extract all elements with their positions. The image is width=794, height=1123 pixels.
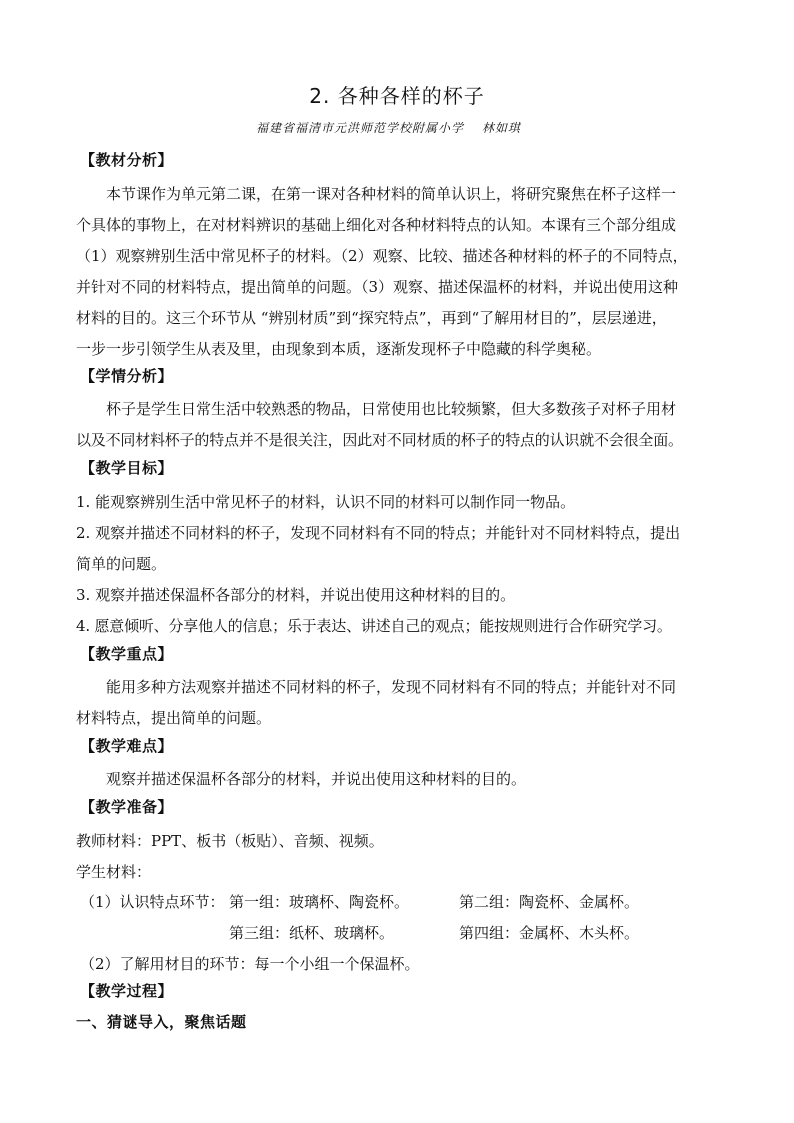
paragraph-line: 能用多种方法观察并描述不同材料的杯子，发现不同材料有不同的特点；并能针对不同 bbox=[106, 678, 677, 696]
group-3: 第三组：纸杯、玻璃杯。 bbox=[229, 924, 395, 942]
paragraph-line: 个具体的事物上，在对材料辨识的基础上细化对各种材料特点的认知。本课有三个部分组成 bbox=[76, 216, 677, 234]
paragraph-line: 以及不同材料杯子的特点并不是很关注，因此对不同材质的杯子的特点的认识就不会很全面。 bbox=[76, 431, 683, 449]
paragraph-line: （1）观察辨别生活中常见杯子的材料。（2）观察、比较、描述各种材料的杯子的不同特点， bbox=[76, 247, 688, 265]
paragraph-line: 材料的目的。这三个环节从 “辨别材质”到“探究特点”，再到“了解用材目的”，层层递进， bbox=[76, 309, 667, 327]
section-heading-key: 【教学重点】 bbox=[80, 645, 174, 663]
goal-item: 4. 愿意倾听、分享他人的信息；乐于表达、讲述自己的观点；能按规则进行合作研究学习。 bbox=[76, 617, 672, 635]
section-heading-goals: 【教学目标】 bbox=[80, 459, 174, 477]
paragraph-line: 并针对不同的材料特点，提出简单的问题。（3）观察、描述保温杯的材料，并说出使用这种 bbox=[76, 278, 679, 296]
page-title: 2. 各种各样的杯子 bbox=[309, 84, 485, 108]
section-heading-students: 【学情分析】 bbox=[80, 367, 174, 385]
prep-row-prefix: （1）认识特点环节： bbox=[80, 893, 225, 911]
group-4: 第四组：金属杯、木头杯。 bbox=[459, 924, 640, 942]
paragraph-line: 本节课作为单元第二课，在第一课对各种材料的简单认识上，将研究聚焦在杯子这样一 bbox=[106, 185, 677, 203]
group-1: 第一组：玻璃杯、陶瓷杯。 bbox=[229, 893, 410, 911]
group-2: 第二组：陶瓷杯、金属杯。 bbox=[459, 893, 640, 911]
paragraph-line: 材料特点，提出简单的问题。 bbox=[76, 709, 272, 727]
author-line: 福建省福清市元洪师范学校附属小学 林如琪 bbox=[256, 121, 521, 135]
goal-item: 3. 观察并描述保温杯各部分的材料，并说出使用这种材料的目的。 bbox=[76, 586, 516, 604]
section-heading-analysis: 【教材分析】 bbox=[80, 151, 174, 169]
goal-item: 简单的问题。 bbox=[76, 555, 167, 573]
section-heading-difficult: 【教学难点】 bbox=[80, 737, 174, 755]
paragraph-line: 杯子是学生日常生活中较熟悉的物品，日常使用也比较频繁，但大多数孩子对杯子用材 bbox=[106, 400, 677, 418]
goal-item: 2. 观察并描述不同材料的杯子，发现不同材料有不同的特点；并能针对不同材料特点，提出 bbox=[76, 524, 681, 542]
section-heading-prep: 【教学准备】 bbox=[80, 798, 174, 816]
student-materials-label: 学生材料： bbox=[76, 863, 152, 881]
section-heading-process: 【教学过程】 bbox=[80, 982, 174, 1000]
prep-row-2: （2）了解用材目的环节：每一个小组一个保温杯。 bbox=[80, 955, 420, 973]
paragraph-line: 一步一步引领学生从表及里，由现象到本质，逐渐发现杯子中隐藏的科学奥秘。 bbox=[76, 340, 602, 358]
process-subheading: 一、猜谜导入，聚焦话题 bbox=[76, 1013, 247, 1031]
teacher-materials: 教师材料：PPT、板书（板贴）、音频、视频。 bbox=[76, 832, 384, 850]
goal-item: 1. 能观察辨别生活中常见杯子的材料，认识不同的材料可以制作同一物品。 bbox=[76, 493, 576, 511]
paragraph-line: 观察并描述保温杯各部分的材料，并说出使用这种材料的目的。 bbox=[106, 770, 527, 788]
